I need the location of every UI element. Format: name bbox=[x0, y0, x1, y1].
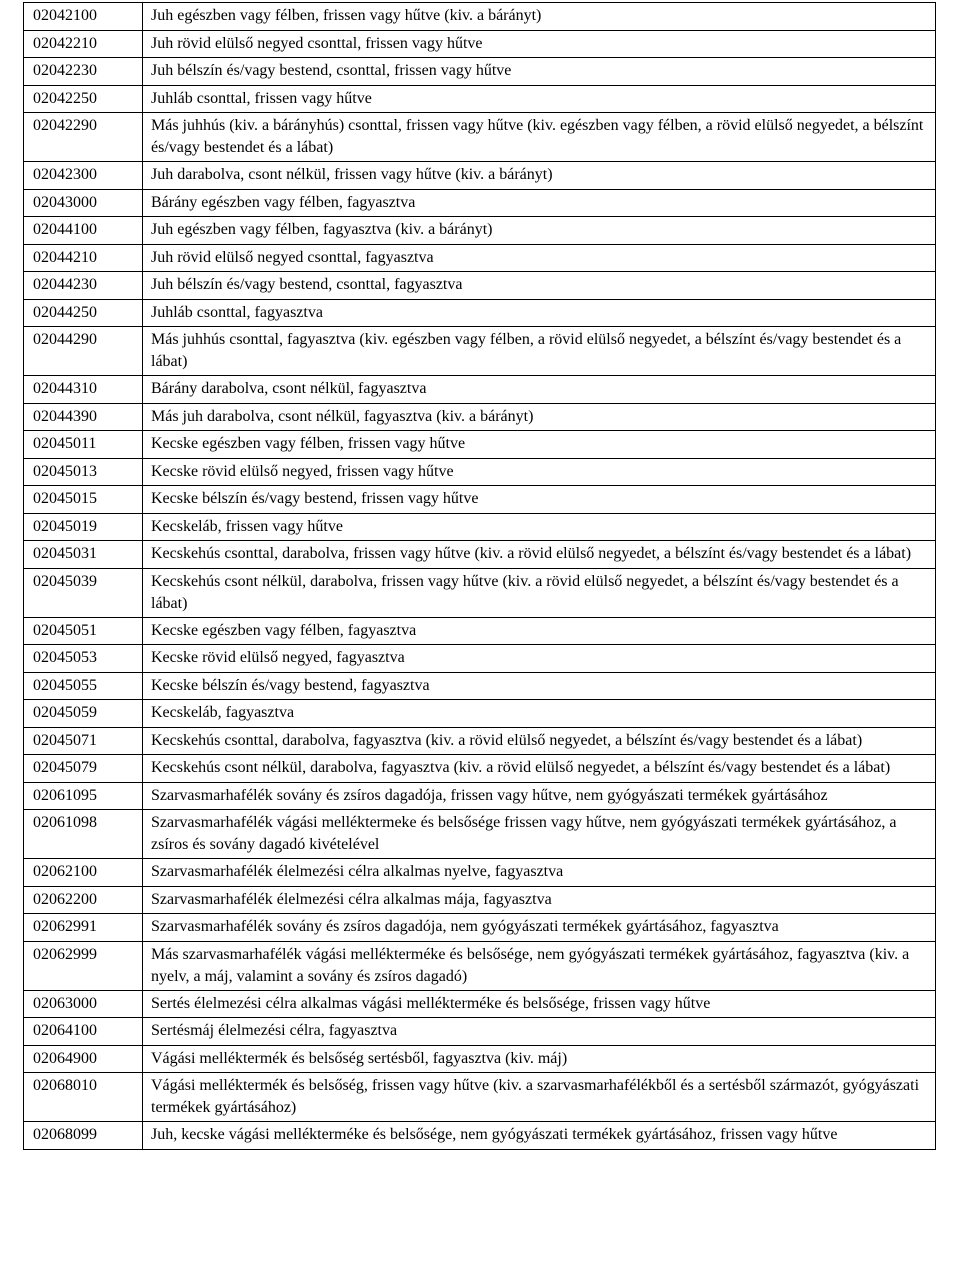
product-code-cell: 02045039 bbox=[24, 568, 143, 617]
product-code-cell: 02045051 bbox=[24, 617, 143, 645]
product-code-cell: 02045031 bbox=[24, 541, 143, 569]
table-row bbox=[24, 58, 936, 86]
product-description-cell: Kecske egészben vagy félben, fagyasztva bbox=[143, 617, 936, 645]
product-code-cell: 02062200 bbox=[24, 886, 143, 914]
table-row bbox=[24, 1122, 936, 1150]
product-description-cell: Bárány egészben vagy félben, fagyasztva bbox=[143, 189, 936, 217]
table-row bbox=[24, 3, 936, 31]
product-description-cell: Juh bélszín és/vagy bestend, csonttal, frissen vagy hűtve bbox=[143, 58, 936, 86]
product-description-cell: Kecske rövid elülső negyed, fagyasztva bbox=[143, 645, 936, 673]
product-code-cell: 02062991 bbox=[24, 914, 143, 942]
product-code-cell: 02044390 bbox=[24, 403, 143, 431]
product-description-cell: Juh rövid elülső negyed csonttal, fagyasztva bbox=[143, 244, 936, 272]
table-row bbox=[24, 217, 936, 245]
product-code-cell: 02045015 bbox=[24, 486, 143, 514]
product-description-cell: Bárány darabolva, csont nélkül, fagyasztva bbox=[143, 376, 936, 404]
table-row bbox=[24, 113, 936, 162]
table-row bbox=[24, 617, 936, 645]
product-code-cell: 02044290 bbox=[24, 327, 143, 376]
table-row bbox=[24, 162, 936, 190]
product-description-cell: Sertés élelmezési célra alkalmas vágási mellékterméke és belsősége, frissen vagy hűtve bbox=[143, 990, 936, 1018]
product-description-cell: Más szarvasmarhafélék vágási mellékterméke és belsősége, nem gyógyászati termékek gyártásához, fagyasztva (kiv. a nyelv, a máj, valamint a sovány és zsíros dagadó) bbox=[143, 941, 936, 990]
product-code-cell: 02044210 bbox=[24, 244, 143, 272]
product-description-cell: Kecske egészben vagy félben, frissen vagy hűtve bbox=[143, 431, 936, 459]
table-row bbox=[24, 272, 936, 300]
product-description-cell: Vágási melléktermék és belsőség sertésből, fagyasztva (kiv. máj) bbox=[143, 1045, 936, 1073]
table-row bbox=[24, 513, 936, 541]
table-row bbox=[24, 1045, 936, 1073]
table-row bbox=[24, 244, 936, 272]
product-description-cell: Sertésmáj élelmezési célra, fagyasztva bbox=[143, 1018, 936, 1046]
product-description-cell: Kecske rövid elülső negyed, frissen vagy hűtve bbox=[143, 458, 936, 486]
product-description-cell: Kecske bélszín és/vagy bestend, fagyasztva bbox=[143, 672, 936, 700]
product-code-cell: 02042230 bbox=[24, 58, 143, 86]
product-code-cell: 02042250 bbox=[24, 85, 143, 113]
product-code-cell: 02043000 bbox=[24, 189, 143, 217]
table-row bbox=[24, 431, 936, 459]
product-description-cell: Szarvasmarhafélék sovány és zsíros dagadója, frissen vagy hűtve, nem gyógyászati termékek gyártásához bbox=[143, 782, 936, 810]
product-description-cell: Kecskehús csonttal, darabolva, fagyasztva (kiv. a rövid elülső negyedet, a bélszínt és/vagy bestendet és a lábat) bbox=[143, 727, 936, 755]
table-row bbox=[24, 645, 936, 673]
product-description-cell: Kecske bélszín és/vagy bestend, frissen vagy hűtve bbox=[143, 486, 936, 514]
table-row bbox=[24, 859, 936, 887]
table-row bbox=[24, 568, 936, 617]
product-description-cell: Juh egészben vagy félben, frissen vagy hűtve (kiv. a bárányt) bbox=[143, 3, 936, 31]
product-description-cell: Szarvasmarhafélék vágási melléktermeke és belsősége frissen vagy hűtve, nem gyógyászati termékek gyártásához, a zsíros és sovány dagadó kivételével bbox=[143, 810, 936, 859]
product-code-table-body bbox=[24, 3, 936, 1150]
product-description-cell: Kecskehús csont nélkül, darabolva, fagyasztva (kiv. a rövid elülső negyedet, a bélszínt és/vagy bestendet és a lábat) bbox=[143, 755, 936, 783]
product-description-cell: Más juh darabolva, csont nélkül, fagyasztva (kiv. a bárányt) bbox=[143, 403, 936, 431]
product-code-cell: 02044230 bbox=[24, 272, 143, 300]
product-description-cell: Szarvasmarhafélék élelmezési célra alkalmas mája, fagyasztva bbox=[143, 886, 936, 914]
product-description-cell: Más juhhús csonttal, fagyasztva (kiv. egészben vagy félben, a rövid elülső negyedet, a bélszínt és/vagy bestendet és a lábat) bbox=[143, 327, 936, 376]
table-row bbox=[24, 914, 936, 942]
product-description-cell: Kecskeláb, frissen vagy hűtve bbox=[143, 513, 936, 541]
product-description-cell: Kecskeláb, fagyasztva bbox=[143, 700, 936, 728]
table-row bbox=[24, 782, 936, 810]
product-code-table bbox=[23, 2, 936, 1150]
product-code-cell: 02044100 bbox=[24, 217, 143, 245]
product-code-cell: 02045079 bbox=[24, 755, 143, 783]
table-row bbox=[24, 403, 936, 431]
table-row bbox=[24, 85, 936, 113]
table-row bbox=[24, 755, 936, 783]
product-description-cell: Juh egészben vagy félben, fagyasztva (kiv. a bárányt) bbox=[143, 217, 936, 245]
product-code-cell: 02062999 bbox=[24, 941, 143, 990]
table-row bbox=[24, 299, 936, 327]
product-description-cell: Juh darabolva, csont nélkül, frissen vagy hűtve (kiv. a bárányt) bbox=[143, 162, 936, 190]
table-row bbox=[24, 376, 936, 404]
product-code-cell: 02042100 bbox=[24, 3, 143, 31]
product-code-cell: 02045011 bbox=[24, 431, 143, 459]
table-row bbox=[24, 327, 936, 376]
table-row bbox=[24, 541, 936, 569]
product-code-cell: 02045059 bbox=[24, 700, 143, 728]
product-description-cell: Juh bélszín és/vagy bestend, csonttal, fagyasztva bbox=[143, 272, 936, 300]
product-description-cell: Vágási melléktermék és belsőség, frissen vagy hűtve (kiv. a szarvasmarhafélékből és a sertésből származót, gyógyászati termékek gyártásához) bbox=[143, 1073, 936, 1122]
product-code-cell: 02061098 bbox=[24, 810, 143, 859]
product-code-cell: 02045071 bbox=[24, 727, 143, 755]
product-code-cell: 02063000 bbox=[24, 990, 143, 1018]
table-row bbox=[24, 990, 936, 1018]
product-description-cell: Szarvasmarhafélék sovány és zsíros dagadója, nem gyógyászati termékek gyártásához, fagyasztva bbox=[143, 914, 936, 942]
product-code-cell: 02045019 bbox=[24, 513, 143, 541]
table-row bbox=[24, 810, 936, 859]
product-code-cell: 02045053 bbox=[24, 645, 143, 673]
product-code-cell: 02068010 bbox=[24, 1073, 143, 1122]
product-code-cell: 02044250 bbox=[24, 299, 143, 327]
table-row bbox=[24, 1018, 936, 1046]
product-description-cell: Juh, kecske vágási mellékterméke és belsősége, nem gyógyászati termékek gyártásához, frissen vagy hűtve bbox=[143, 1122, 936, 1150]
product-code-cell: 02068099 bbox=[24, 1122, 143, 1150]
product-description-cell: Kecskehús csonttal, darabolva, frissen vagy hűtve (kiv. a rövid elülső negyedet, a bélszínt és/vagy bestendet és a lábat) bbox=[143, 541, 936, 569]
table-row bbox=[24, 30, 936, 58]
product-description-cell: Juh rövid elülső negyed csonttal, frissen vagy hűtve bbox=[143, 30, 936, 58]
product-description-cell: Más juhhús (kiv. a bárányhús) csonttal, frissen vagy hűtve (kiv. egészben vagy félben, a rövid elülső negyedet, a bélszínt és/vagy bestendet és a lábat) bbox=[143, 113, 936, 162]
table-row bbox=[24, 886, 936, 914]
table-row bbox=[24, 700, 936, 728]
table-row bbox=[24, 458, 936, 486]
product-description-cell: Juhláb csonttal, frissen vagy hűtve bbox=[143, 85, 936, 113]
table-row bbox=[24, 941, 936, 990]
product-code-cell: 02064100 bbox=[24, 1018, 143, 1046]
product-code-cell: 02042210 bbox=[24, 30, 143, 58]
table-row bbox=[24, 727, 936, 755]
product-code-cell: 02045055 bbox=[24, 672, 143, 700]
table-row bbox=[24, 486, 936, 514]
product-code-cell: 02064900 bbox=[24, 1045, 143, 1073]
product-description-cell: Kecskehús csont nélkül, darabolva, frissen vagy hűtve (kiv. a rövid elülső negyedet, a bélszínt és/vagy bestendet és a lábat) bbox=[143, 568, 936, 617]
product-code-cell: 02042290 bbox=[24, 113, 143, 162]
table-row bbox=[24, 1073, 936, 1122]
table-row bbox=[24, 189, 936, 217]
product-code-cell: 02062100 bbox=[24, 859, 143, 887]
product-description-cell: Juhláb csonttal, fagyasztva bbox=[143, 299, 936, 327]
table-row bbox=[24, 672, 936, 700]
product-code-cell: 02045013 bbox=[24, 458, 143, 486]
product-code-cell: 02044310 bbox=[24, 376, 143, 404]
product-description-cell: Szarvasmarhafélék élelmezési célra alkalmas nyelve, fagyasztva bbox=[143, 859, 936, 887]
product-code-cell: 02061095 bbox=[24, 782, 143, 810]
product-code-cell: 02042300 bbox=[24, 162, 143, 190]
